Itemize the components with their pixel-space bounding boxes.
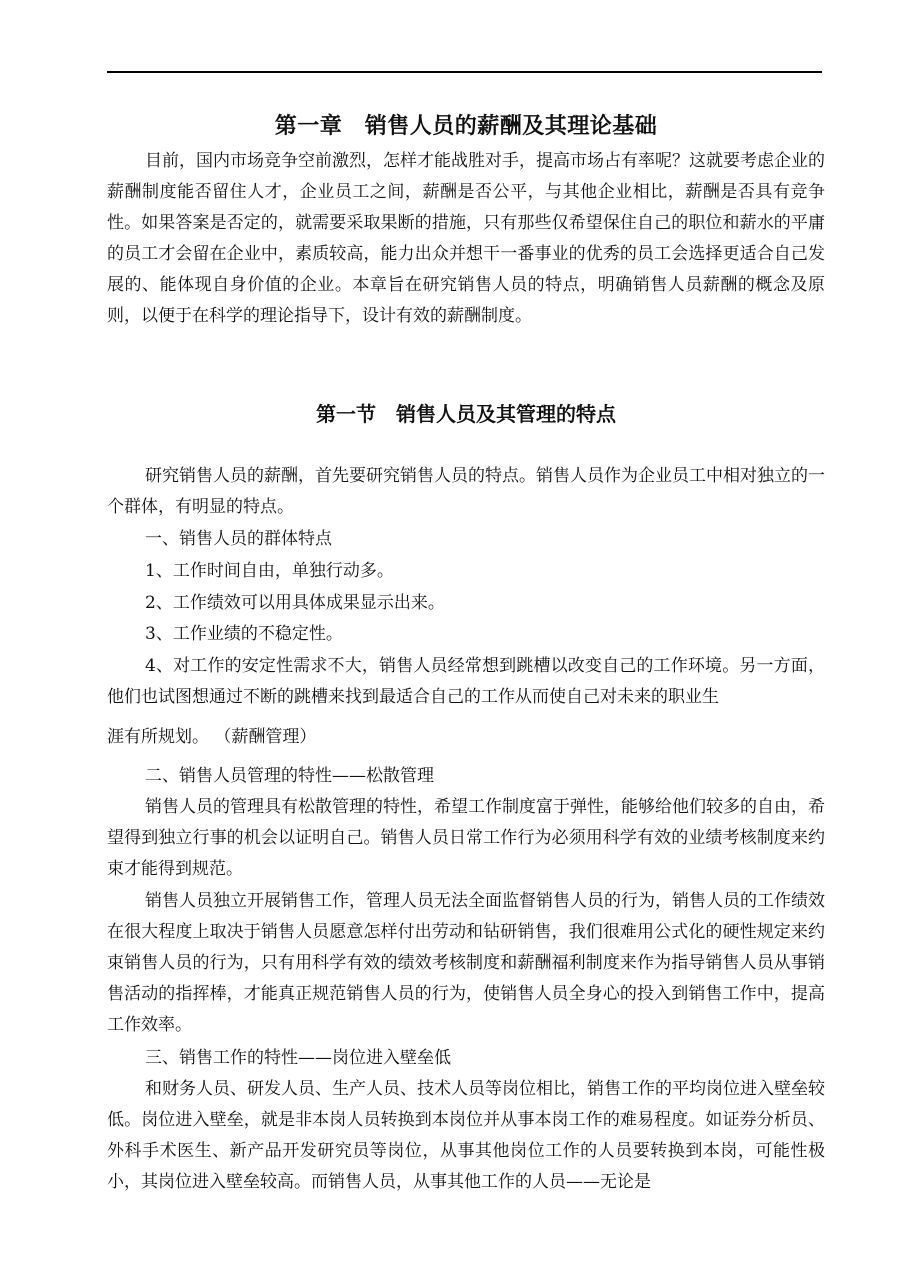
paragraph-low-entry-barrier: 和财务人员、研发人员、生产人员、技术人员等岗位相比，销售工作的平均岗位进入壁垒较低。岗位进入壁垒，就是非本岗人员转换到本岗位并从事本岗工作的难易程度。如证券分析员、外科手术医生、新产品开发研究员等岗位，从事其他岗位工作的人员要转换到本岗，可能性极小，其岗位进入壁垒较高。而销售人员，从事其他工作的人员——无论是 <box>107 1079 825 1192</box>
subheading-group-traits: 一、销售人员的群体特点 <box>145 529 332 549</box>
list-item-4: 4、对工作的安定性需求不大，销售人员经常想到跳槽以改变自己的工作环境。另一方面，他们也试图想通过不断的跳槽来找到最适合自己的工作从而使自己对未来的职业生 <box>107 656 825 707</box>
paragraph-loose-management-2: 销售人员独立开展销售工作，管理人员无法全面监督销售人员的行为，销售人员的工作绩效在很大程度上取决于销售人员愿意怎样付出劳动和钻研销售，我们很难用公式化的硬性规定来约束销售人员的行为，只有用科学有效的绩效考核制度和薪酬福利制度来作为指导销售人员从事销售活动的指挥棒，才能真正规范销售人员的行为，使销售人员全身心的投入到销售工作中，提高工作效率。 <box>107 891 825 1035</box>
header-rule <box>107 71 822 73</box>
list-item-4-end: 涯有所规划。 （薪酬管理） <box>107 727 317 747</box>
subheading-loose-management: 二、销售人员管理的特性——松散管理 <box>145 766 434 786</box>
subheading-low-entry-barrier: 三、销售工作的特性——岗位进入壁垒低 <box>145 1048 451 1068</box>
section-intro-paragraph: 研究销售人员的薪酬，首先要研究销售人员的特点。销售人员作为企业员工中相对独立的一个群体，有明显的特点。 <box>107 466 825 517</box>
paragraph-loose-management-1: 销售人员的管理具有松散管理的特性，希望工作制度富于弹性，能够给他们较多的自由，希望得到独立行事的机会以证明自己。销售人员日常工作行为必须用科学有效的业绩考核制度来约束才能得到规范。 <box>107 797 825 879</box>
section-title: 第一节 销售人员及其管理的特点 <box>316 402 616 426</box>
chapter-intro-paragraph: 目前，国内市场竞争空前激烈，怎样才能战胜对手，提高市场占有率呢？这就要考虑企业的薪酬制度能否留住人才，企业员工之间，薪酬是否公平，与其他企业相比，薪酬是否具有竞争性。如果答案是否定的，就需要采取果断的措施，只有那些仅希望保住自己的职位和薪水的平庸的员工才会留在企业中，素质较高，能力出众并想干一番事业的优秀的员工会选择更适合自己发展的、能体现自身价值的企业。本章旨在研究销售人员的特点，明确销售人员薪酬的概念及原则，以便于在科学的理论指导下，设计有效的薪酬制度。 <box>107 151 825 326</box>
chapter-title: 第一章 销售人员的薪酬及其理论基础 <box>274 113 658 139</box>
list-item-1: 1、工作时间自由，单独行动多。 <box>145 561 394 581</box>
list-item-3: 3、工作业绩的不稳定性。 <box>145 624 343 644</box>
list-item-2: 2、工作绩效可以用具体成果显示出来。 <box>145 593 445 613</box>
